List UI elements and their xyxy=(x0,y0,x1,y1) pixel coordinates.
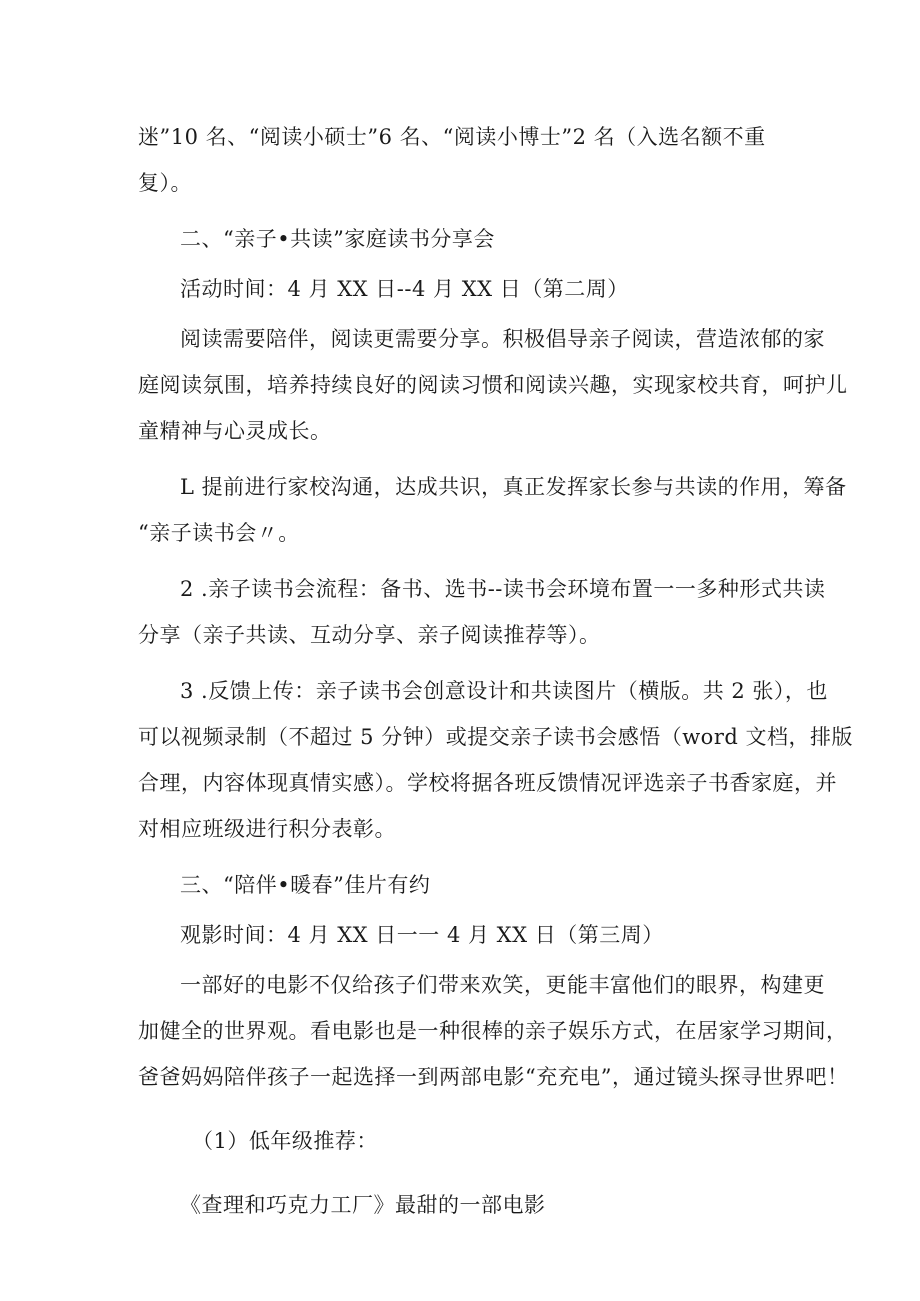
paragraph-line: 对相应班级进行积分表彰。 xyxy=(138,817,396,841)
list-item: 2 .亲子读书会流程：备书、选书--读书会环境布置一一多种形式共读 xyxy=(180,577,826,601)
paragraph-line: 复）。 xyxy=(138,171,192,195)
paragraph-line: 分享（亲子共读、互动分享、亲子阅读推荐等）。 xyxy=(138,623,601,647)
paragraph-line: 合理，内容体现真情实感）。学校将据各班反馈情况评选亲子书香家庭，并 xyxy=(138,771,837,795)
paragraph-line: 一部好的电影不仅给孩子们带来欢笑，更能丰富他们的眼界，构建更 xyxy=(180,973,825,997)
section-heading: 二、“亲子•共读”家庭读书分享会 xyxy=(180,227,495,251)
activity-time: 观影时间：4 月 XX 日一一 4 月 XX 日（第三周） xyxy=(180,923,664,947)
list-item: 3 .反馈上传：亲子读书会创意设计和共读图片（横版。共 2 张），也 xyxy=(180,679,828,703)
paragraph-line: “亲子读书会〃。 xyxy=(138,521,300,545)
document-page xyxy=(138,114,853,1228)
movie-title: 《查理和巧克力工厂》最甜的一部电影 xyxy=(180,1193,546,1217)
paragraph-line: 庭阅读氛围，培养持续良好的阅读习惯和阅读兴趣，实现家校共育，呵护儿 xyxy=(138,373,848,397)
section-heading: 三、“陪伴•暖春”佳片有约 xyxy=(180,873,431,897)
list-item: L 提前进行家校沟通，达成共识，真正发挥家长参与共读的作用，筹备 xyxy=(180,475,847,499)
paragraph-line: 阅读需要陪伴，阅读更需要分享。积极倡导亲子阅读，营造浓郁的家 xyxy=(180,327,825,351)
activity-time: 活动时间：4 月 XX 日--4 月 XX 日（第二周） xyxy=(180,277,629,301)
paragraph-line: 爸爸妈妈陪伴孩子一起选择一到两部电影“充充电”，通过镜头探寻世界吧！ xyxy=(138,1065,849,1089)
paragraph-line: 迷”10 名、“阅读小硕士”6 名、“阅读小博士”2 名（入选名额不重 xyxy=(138,125,766,149)
recommendation-heading: （1）低年级推荐： xyxy=(192,1129,378,1153)
paragraph-line: 可以视频录制（不超过 5 分钟）或提交亲子读书会感悟（word 文档，排版 xyxy=(138,725,853,749)
paragraph-line: 童精神与心灵成长。 xyxy=(138,419,332,443)
paragraph-line: 加健全的世界观。看电影也是一种很棒的亲子娱乐方式，在居家学习期间， xyxy=(138,1019,848,1043)
